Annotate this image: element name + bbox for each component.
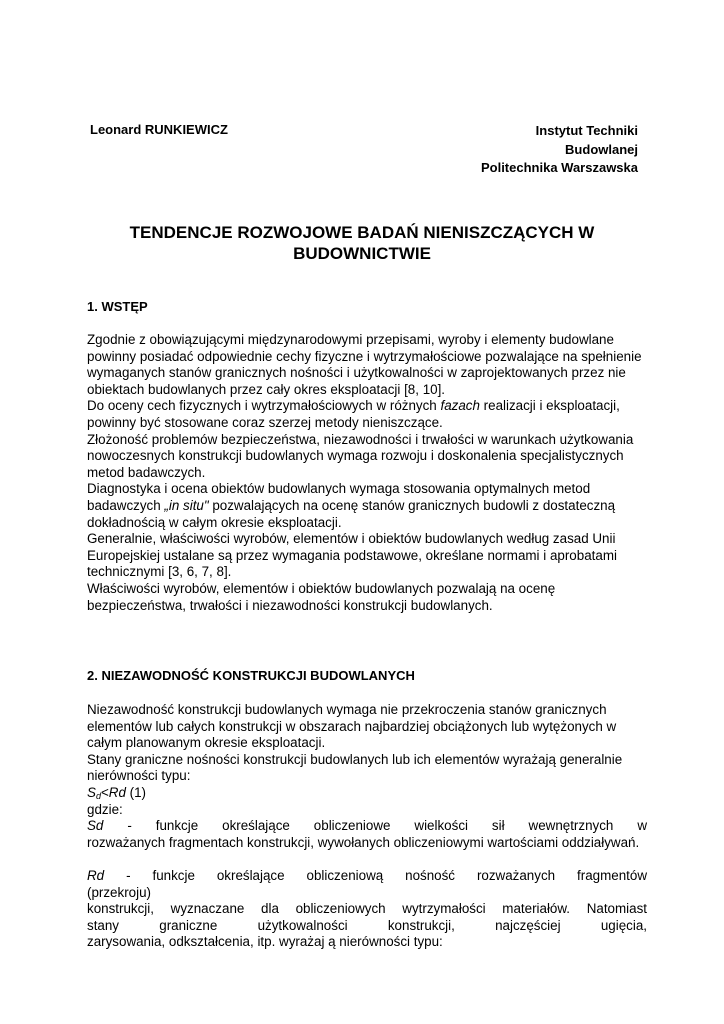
text-run: pozwalających na ocenę stanów granicznych budowli z dostateczną dokładnością w całym okresie eksploatacji.	[87, 497, 616, 530]
institution-line: Instytut Techniki	[535, 123, 638, 138]
text-run: Do oceny cech fizycznych i wytrzymałościowych w różnych	[87, 398, 441, 414]
paragraph: Niezawodność konstrukcji budowlanych wymaga nie przekroczenia stanów granicznych elementów lub całych konstrukcji w obszarach najbardziej obciążonych lub wytężonych w całym planowanym okresie eksploatacji.	[87, 702, 617, 751]
definition-line	[87, 818, 647, 835]
definition-line	[87, 868, 647, 885]
paragraph	[87, 481, 647, 531]
paragraph: Właściwości wyrobów, elementów i obiektów budowlanych pozwalają na ocenę bezpieczeństwa, trwałości i niezawodności konstrukcji budowlanych.	[87, 580, 556, 613]
emphasis-text: fazach	[440, 398, 480, 414]
institution-line: Politechnika Warszawska	[480, 160, 638, 175]
text-run: realizacji i eksploatacji, powinny być stosowane coraz szerzej metody nieniszczące.	[87, 398, 620, 430]
formula-symbol: Rd	[108, 784, 126, 800]
definition-text: (przekroju)	[87, 884, 151, 900]
formula	[87, 785, 647, 802]
definition-text: rozważanych fragmentach konstrukcji, wywołanych obliczeniowymi wartościami oddziaływań.	[87, 834, 640, 850]
paragraph: Złożoność problemów bezpieczeństwa, niezawodności i trwałości w warunkach użytkowania nowoczesnych konstrukcji budowlanych wymaga rozwoju i doskonalenia specjalistycznych metod badawczych.	[87, 431, 634, 480]
definition-text: - funkcje określające obliczeniowe wielkości sił wewnętrznych w	[103, 818, 647, 834]
formula-symbol: S	[87, 784, 96, 800]
institution-block	[481, 122, 638, 178]
term: Sd	[87, 818, 104, 834]
section-2-heading: 2. NIEZAWODNOŚĆ KONSTRUKCJI BUDOWLANYCH	[87, 668, 415, 683]
author-name: Leonard RUNKIEWICZ	[90, 122, 228, 137]
formula-operator: <	[100, 784, 109, 800]
section-1-body	[87, 332, 647, 614]
paragraph: Zgodnie z obowiązującymi międzynarodowymi przepisami, wyroby i elementy budowlane powinny posiadać odpowiednie cechy fizyczne i wytrzymałościowe pozwalające na spełnienie wymaganych stanów granicznych nośności i użytkowalności w zaprojektowanych przez nie obiektach budowlanych przez cały okres eksploatacji [8, 10].	[87, 332, 642, 397]
text-run: Diagnostyka i ocena obiektów budowlanych wymaga stosowania optymalnych metod badawczych	[87, 481, 591, 513]
title-line: TENDENCJE ROZWOJOWE BADAŃ NIENISZCZĄCYCH W	[129, 223, 595, 242]
paragraph-line: konstrukcji, wyznaczane dla obliczeniowych wytrzymałości materiałów. Natomiast	[87, 901, 647, 917]
paragraph: gdzie:	[87, 801, 123, 817]
definition-text: - funkcje określające obliczeniową nośność rozważanych fragmentów	[104, 867, 647, 883]
paragraph: Generalnie, właściwości wyrobów, elementów i obiektów budowlanych według zasad Unii Europejskiej ustalane są przez wymagania podstawowe, określane normami i aprobatami technicznymi [3, 6, 7, 8].	[87, 531, 617, 580]
formula-number: (1)	[125, 784, 146, 800]
paragraph-line: zarysowania, odkształcenia, itp. wyrażaj ą nierówności typu:	[87, 934, 443, 950]
formula-subscript: d	[95, 790, 101, 801]
institution-line: Budowlanej	[565, 141, 638, 157]
paragraph-line: stany graniczne użytkowalności konstrukcji, najczęściej ugięcia,	[87, 917, 647, 933]
section-2-body	[87, 702, 647, 951]
title-line: BUDOWNICTWIE	[293, 244, 431, 263]
spacer	[87, 851, 647, 868]
document-title	[60, 222, 664, 264]
paragraph	[87, 398, 647, 431]
section-1-heading: 1. WSTĘP	[87, 299, 148, 314]
term: Rd	[87, 867, 105, 883]
paragraph: Stany graniczne nośności konstrukcji budowlanych lub ich elementów wyrażają generalnie nierówności typu:	[87, 751, 623, 784]
emphasis-text: „in situ"	[164, 497, 209, 513]
